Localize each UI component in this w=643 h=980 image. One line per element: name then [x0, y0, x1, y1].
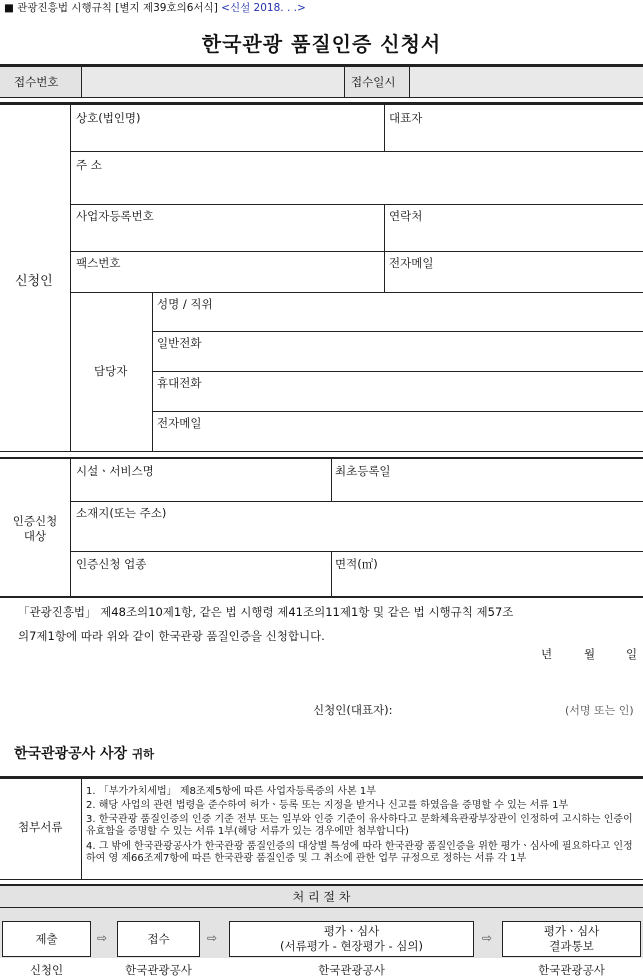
process-step-result [502, 921, 641, 957]
target-section-label [4, 514, 66, 544]
receipt-number-label: 접수번호 [14, 75, 59, 89]
attachment-item-3: 3. 한국관광 품질인증의 인증 기준 전부 또는 일부와 인증 기준이 유사하다고 문화체육관광부장관이 인정하여 고시하는 인증이 유효함을 증명할 수 있는 서류 1부(해당 서류가 있는 경우에만 첨부합니다) [86, 814, 633, 837]
receipt-date-label: 접수일시 [351, 75, 396, 89]
addressee-name: 한국관광공사 사장 [14, 746, 128, 762]
attachments-section [0, 779, 643, 880]
manager-section-label: 담당자 [94, 364, 128, 378]
company-name-label: 상호(법인명) [76, 111, 141, 125]
address-label: 주 소 [76, 158, 102, 172]
facility-name-label: 시설ㆍ서비스명 [76, 464, 154, 478]
applicant-email-label: 전자메일 [389, 256, 434, 270]
business-registration-label: 사업자등록번호 [76, 209, 154, 223]
form-reference-text: ■ 관광진흥법 시행규칙 [별지 제39호의6서식] [4, 2, 218, 14]
addressee [14, 743, 154, 763]
process-step-3-sublabel: (서류평가 - 현장평가 - 심의) [280, 939, 423, 953]
process-title: 처 리 절 차 [0, 886, 643, 908]
statement-line-1: 「관광진흥법」 제48조의10제1항, 같은 법 시행령 제41조의11제1항 및 같은 법 시행규칙 제57조 [18, 605, 514, 619]
fax-label: 팩스번호 [76, 256, 121, 270]
addressee-suffix: 귀하 [131, 747, 155, 761]
statement-line-2: 의7제1항에 따라 위와 같이 한국관광 품질인증을 신청합니다. [18, 629, 325, 643]
arrow-icon: ⇨ [97, 931, 108, 945]
attachment-item-1: 1. 「부가가치세법」 제8조제5항에 따른 사업자등록증의 사본 1부 [86, 786, 376, 797]
manager-phone-label: 일반전화 [157, 336, 202, 350]
date-day-label: 일 [626, 647, 638, 661]
representative-label: 대표자 [389, 111, 423, 125]
target-section [0, 459, 643, 598]
first-registration-label: 최초등록일 [335, 464, 391, 478]
manager-email-label: 전자메일 [157, 416, 202, 430]
applicant-section [0, 105, 643, 452]
receipt-date-field[interactable] [410, 67, 643, 97]
process-owner-4: 한국관광공사 [538, 963, 605, 977]
process-step-4-sublabel: 결과통보 [549, 939, 594, 953]
attachments-label: 첨부서류 [18, 820, 63, 834]
process-step-3-label: 평가ㆍ심사 [323, 924, 380, 938]
form-reference [4, 0, 306, 15]
date-month-label: 월 [584, 647, 596, 661]
area-label: 면적(㎡) [335, 557, 378, 571]
industry-label: 인증신청 업종 [76, 557, 147, 571]
attachment-item-2: 2. 해당 사업의 관련 법령을 준수하여 허가ㆍ등록 또는 지정을 받거나 신고를 하였음을 증명할 수 있는 서류 1부 [86, 800, 569, 811]
target-label-line1: 인증신청 [12, 514, 58, 528]
contact-label: 연락처 [389, 209, 423, 223]
date-year-label: 년 [541, 647, 553, 661]
applicant-section-label: 신청인 [15, 274, 53, 289]
signature-label: 신청인(대표자): [313, 703, 393, 717]
process-step-submit [2, 921, 91, 957]
receipt-row [0, 67, 643, 98]
attachment-item-4: 4. 그 밖에 한국관광공사가 한국관광 품질인증의 대상별 특성에 따라 한국관광 품질인증을 위한 평가ㆍ심사에 필요하다고 인정하여 영 제66조제7항에 따른 한국관광 품질인증 및 그 취소에 관한 업무 규정으로 정하는 서류 각 1부 [86, 841, 633, 864]
signature-note: (서명 또는 인) [565, 704, 634, 717]
process-step-receipt [117, 921, 200, 957]
location-label: 소재지(또는 주소) [76, 506, 167, 520]
process-owner-3: 한국관광공사 [318, 963, 385, 977]
process-step-2-label: 접수 [147, 931, 170, 946]
process-step-4-label: 평가ㆍ심사 [543, 924, 600, 938]
receipt-number-field[interactable] [82, 67, 344, 97]
manager-name-label: 성명 / 직위 [157, 297, 213, 311]
new-provision-tag: <신설 2018. . .> [221, 2, 306, 14]
process-owner-2: 한국관광공사 [125, 963, 192, 977]
application-statement [18, 600, 638, 648]
process-owner-1: 신청인 [29, 963, 64, 977]
form-title: 한국관광 품질인증 신청서 [201, 32, 442, 56]
arrow-icon: ⇨ [207, 931, 218, 945]
manager-mobile-label: 휴대전화 [157, 376, 202, 390]
target-label-line2: 대상 [23, 529, 47, 543]
process-step-1-label: 제출 [35, 931, 58, 946]
arrow-icon: ⇨ [482, 931, 493, 945]
process-step-evaluation [229, 921, 474, 957]
